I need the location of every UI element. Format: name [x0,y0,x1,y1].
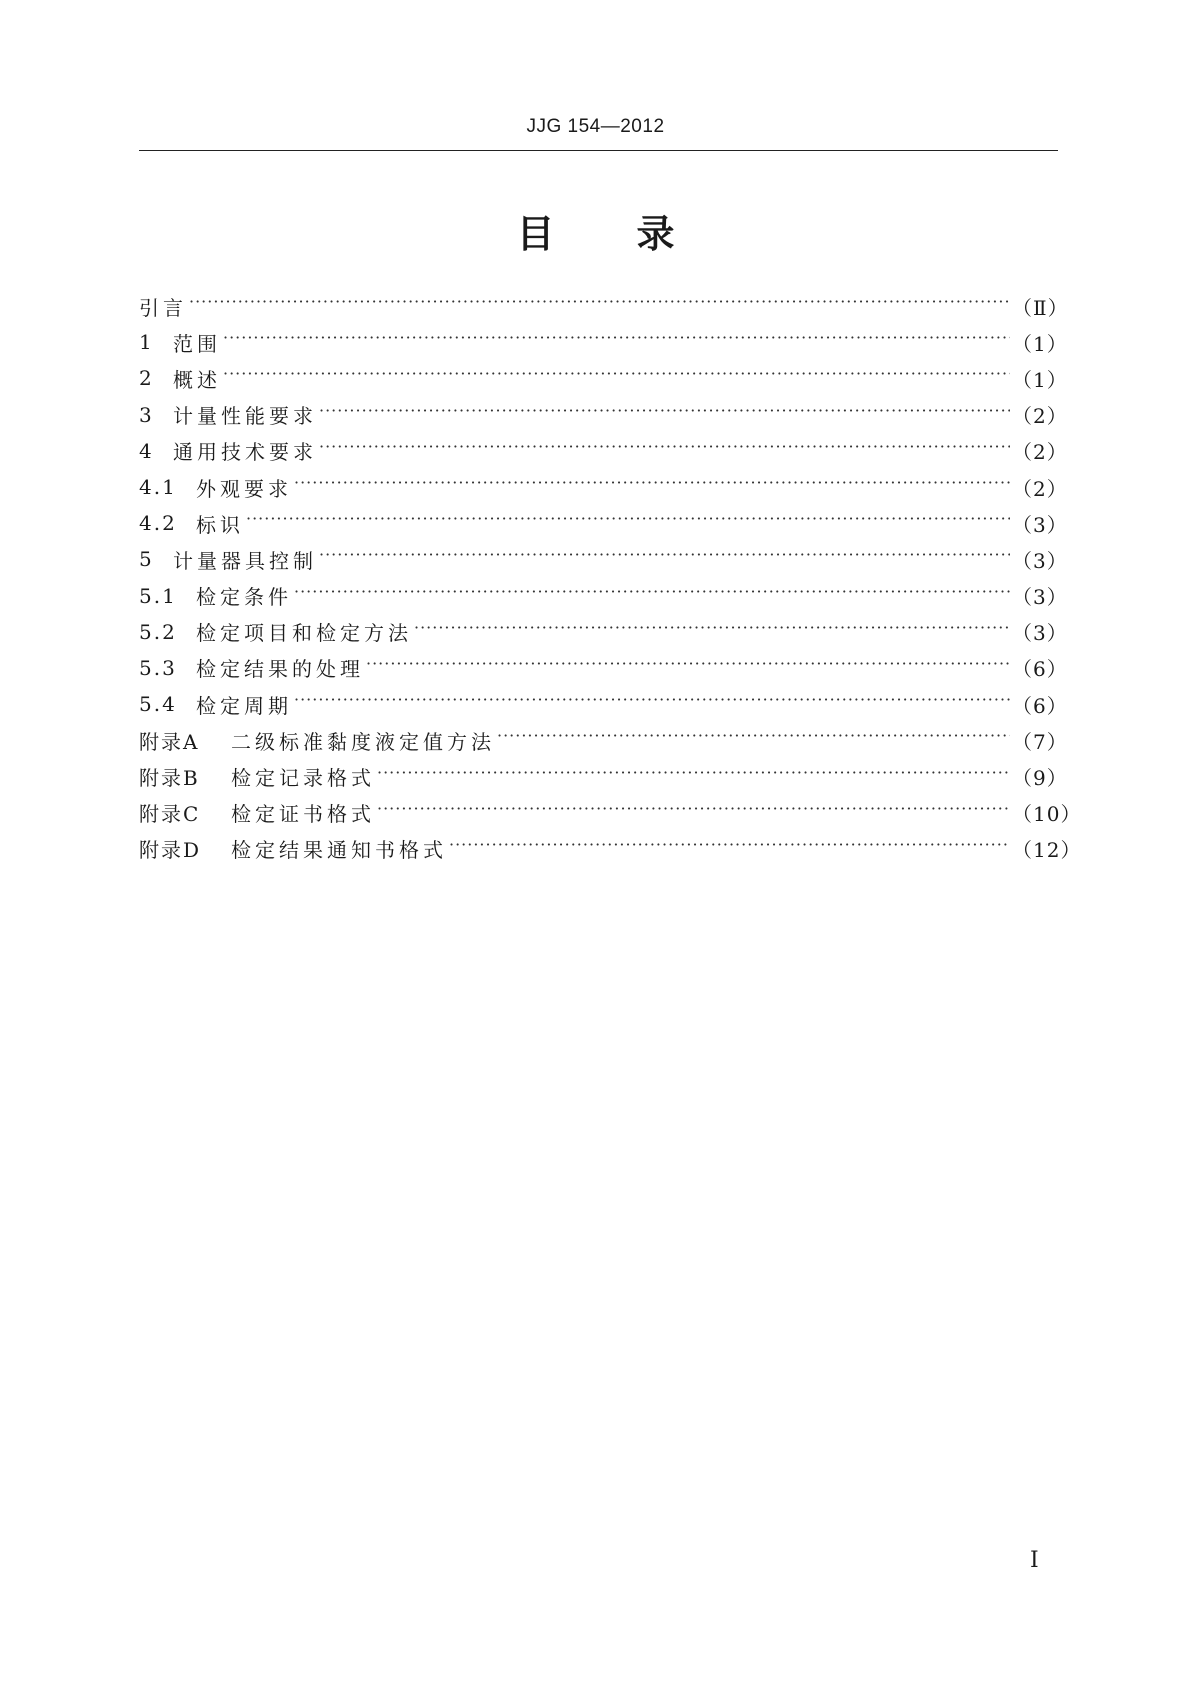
toc-entry-label: 检定周期 [196,693,292,718]
toc-entry-page: （3） [1012,621,1068,646]
toc-entry-number: 5 [139,547,154,572]
title-char-left: 目 [516,212,555,256]
toc-entry-label: 计量性能要求 [173,404,317,429]
toc-entry[interactable] [139,758,1068,794]
toc-entry-number: 附录A [139,729,200,754]
toc-entry[interactable] [139,288,1069,324]
toc-entry-label: 二级标准黏度液定值方法 [231,729,495,754]
toc-entry-label: 检定结果通知书格式 [231,838,447,863]
toc-entry-number: 5.4 [139,692,177,717]
toc-entry-label: 标识 [196,512,244,537]
toc-entry[interactable] [139,505,1068,541]
toc-leader-dots [377,767,1010,787]
toc-entry-number: 4 [139,438,154,463]
title-char-right: 录 [636,212,675,256]
toc-entry-page: （2） [1012,404,1068,429]
toc-entry-number: 附录B [139,766,200,791]
toc-leader-dots [319,441,1010,461]
toc-leader-dots [189,296,1010,316]
toc-entry[interactable] [139,360,1068,396]
toc-entry-number: 1 [139,330,154,355]
table-of-contents [139,288,1082,867]
toc-leader-dots [414,622,1010,642]
toc-entry-number: 2 [139,366,154,391]
toc-entry[interactable] [139,397,1068,433]
toc-entry[interactable] [139,795,1082,831]
toc-entry[interactable] [139,686,1068,722]
toc-leader-dots [294,477,1010,497]
toc-entry-label: 检定项目和检定方法 [196,621,412,646]
toc-entry-page: （12） [1012,838,1082,863]
toc-leader-dots [377,803,1010,823]
toc-entry-number: 4.1 [139,475,177,500]
toc-entry-label: 检定结果的处理 [196,657,364,682]
toc-leader-dots [366,658,1010,678]
toc-entry-label: 计量器具控制 [173,548,317,573]
toc-leader-dots [223,368,1010,388]
toc-entry[interactable] [139,831,1082,867]
toc-entry[interactable] [139,614,1068,650]
toc-entry-number: 5.1 [139,583,177,608]
toc-entry-page: （1） [1012,331,1068,356]
header-rule [139,150,1058,151]
toc-entry-page: （6） [1012,693,1068,718]
toc-entry[interactable] [139,722,1068,758]
toc-leader-dots [319,405,1010,425]
toc-entry-page: （Ⅱ） [1012,295,1069,320]
toc-entry-label: 通用技术要求 [173,440,317,465]
page-title [0,203,1191,258]
toc-entry-number: 5.2 [139,619,177,644]
toc-entry-page: （10） [1012,802,1082,827]
toc-entry-page: （3） [1012,548,1068,573]
toc-leader-dots [294,694,1010,714]
toc-entry-page: （3） [1012,585,1068,610]
toc-entry-number: 附录D [139,838,202,863]
toc-entry-page: （2） [1012,476,1068,501]
toc-entry-page: （7） [1012,729,1068,754]
toc-entry[interactable] [139,433,1068,469]
toc-entry-page: （3） [1012,512,1068,537]
toc-entry-label: 概述 [173,367,221,392]
toc-entry[interactable] [139,650,1068,686]
toc-entry-number: 4.2 [139,511,177,536]
toc-leader-dots [497,730,1010,750]
toc-entry-page: （9） [1012,766,1068,791]
toc-leader-dots [319,549,1010,569]
toc-entry-page: （1） [1012,367,1068,392]
toc-leader-dots [246,513,1010,533]
toc-leader-dots [294,586,1010,606]
standard-code: JJG 154—2012 [526,116,665,137]
toc-entry[interactable] [139,541,1068,577]
toc-entry-label: 检定记录格式 [231,766,375,791]
toc-entry-label: 范围 [173,331,221,356]
page-number: Ⅰ [1030,1548,1039,1573]
toc-entry-label: 外观要求 [196,476,292,501]
toc-entry-number: 附录C [139,802,201,827]
toc-entry-number: 5.3 [139,655,177,680]
toc-entry-page: （2） [1012,440,1068,465]
toc-entry[interactable] [139,324,1068,360]
toc-entry-page: （6） [1012,657,1068,682]
toc-leader-dots [223,332,1010,352]
toc-entry-label: 检定条件 [196,585,292,610]
toc-entry[interactable] [139,578,1068,614]
toc-entry-number: 3 [139,402,154,427]
toc-entry-label: 检定证书格式 [231,802,375,827]
toc-entry-label: 引言 [139,295,187,320]
toc-leader-dots [449,839,1010,859]
toc-entry[interactable] [139,469,1068,505]
